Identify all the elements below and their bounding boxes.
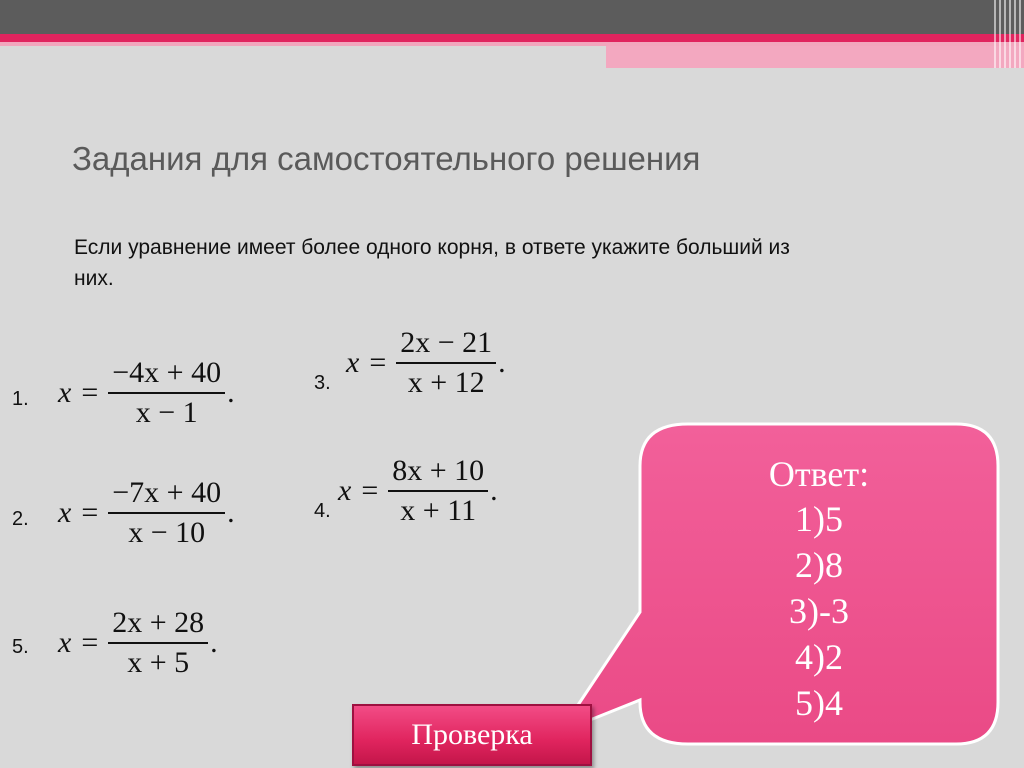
answer-item: 5)4	[795, 683, 843, 723]
equation-variable: x	[58, 496, 72, 529]
period: .	[210, 626, 218, 659]
answer-item: 4)2	[795, 637, 843, 677]
check-button[interactable]: Проверка	[352, 704, 592, 766]
equation-variable: x	[338, 474, 352, 507]
answer-item: 2)8	[795, 545, 843, 585]
equals-sign: =	[81, 496, 99, 529]
equals-sign: =	[369, 346, 387, 379]
equation-variable: x	[58, 376, 72, 409]
equals-sign: =	[81, 626, 99, 659]
period: .	[227, 496, 235, 529]
equals-sign: =	[361, 474, 379, 507]
denominator: x + 12	[407, 366, 485, 399]
denominator: x + 5	[127, 646, 190, 679]
period: .	[227, 376, 235, 409]
denominator: x − 10	[128, 516, 206, 549]
problem-number: 2.	[12, 508, 29, 530]
numerator: −4x + 40	[112, 356, 222, 389]
denominator: x + 11	[400, 494, 477, 527]
numerator: −7x + 40	[112, 476, 222, 509]
period: .	[498, 346, 506, 379]
numerator: 2x − 21	[400, 326, 493, 359]
answer-panel	[640, 424, 998, 744]
equation-variable: x	[58, 626, 72, 659]
answer-item: 3)-3	[789, 591, 849, 631]
problem-number: 3.	[314, 372, 331, 394]
numerator: 2x + 28	[112, 606, 205, 639]
period: .	[490, 474, 498, 507]
equals-sign: =	[81, 376, 99, 409]
slide-title: Задания для самостоятельного решения	[72, 140, 701, 177]
problem-number: 5.	[12, 636, 29, 658]
problem-number: 4.	[314, 500, 331, 522]
denominator: x − 1	[135, 396, 198, 429]
problem-number: 1.	[12, 388, 29, 410]
answer-title: Ответ:	[768, 454, 870, 494]
numerator: 8x + 10	[392, 454, 485, 487]
equation-variable: x	[346, 346, 360, 379]
instruction-text: Если уравнение имеет более одного корня, в ответе укажите больший из них.	[74, 236, 790, 290]
answer-item: 1)5	[795, 499, 843, 539]
